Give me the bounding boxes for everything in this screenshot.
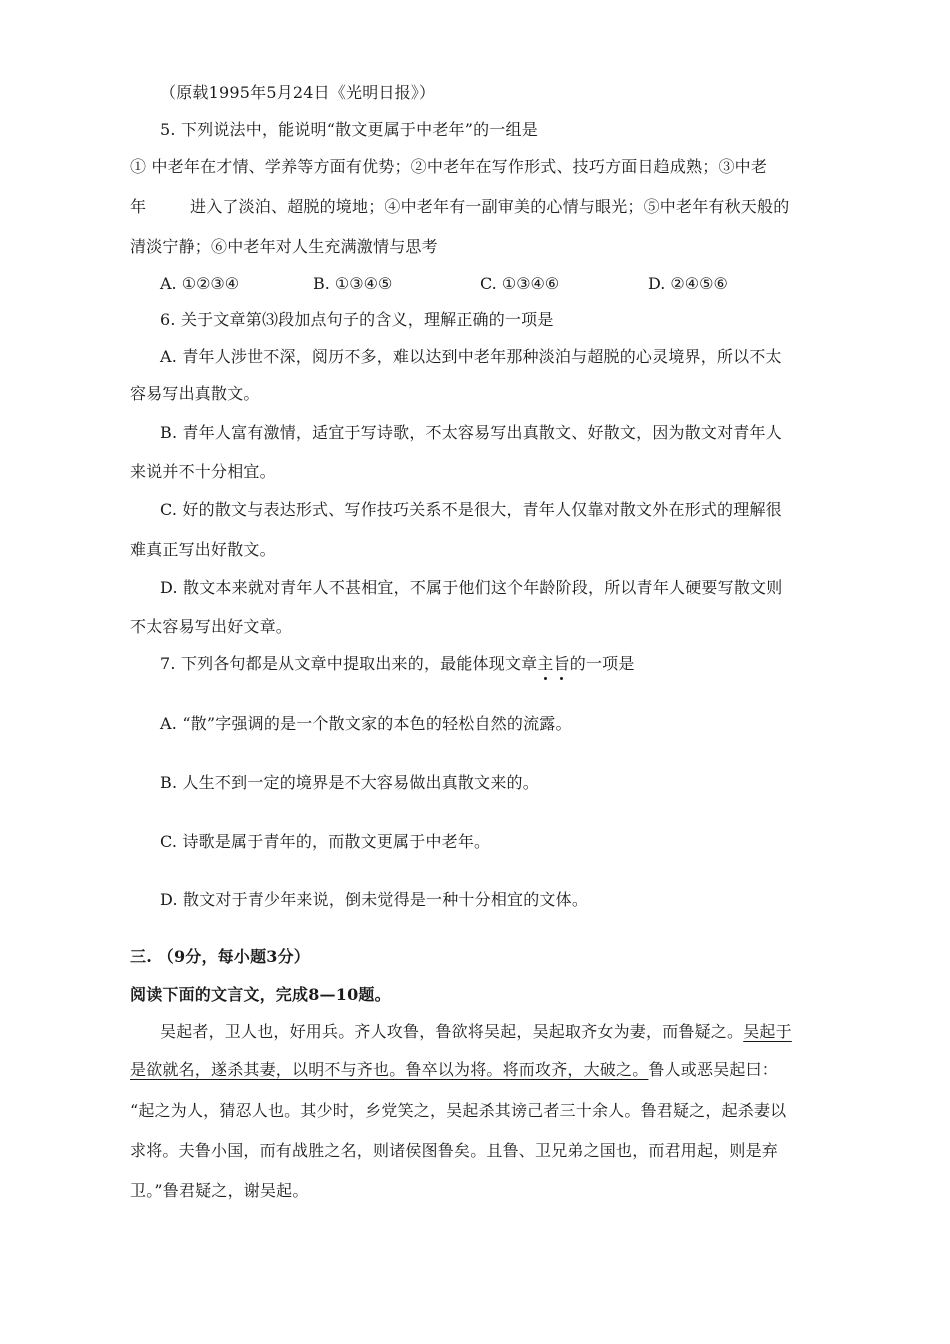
passage-line-4: 求将。夫鲁小国，而有战胜之名，则诸侯图鲁矣。且鲁、卫兄弟之国也，而君用起，则是弃 <box>130 1141 779 1160</box>
question-6-option-b-line-2: 来说并不十分相宜。 <box>130 462 276 481</box>
source-note: （原载1995年5月24日《光明日报》） <box>160 83 436 102</box>
question-5-stem: 5. 下列说法中，能说明“散文更属于中老年”的一组是 <box>160 120 538 139</box>
question-5-statements-line-3: 清淡宁静；⑥中老年对人生充满激情与思考 <box>130 237 438 256</box>
question-5-statements-line-2b: 进入了淡泊、超脱的境地；④中老年有一副审美的心情与眼光；⑤中老年有秋天般的 <box>190 197 790 216</box>
passage-line-2 <box>130 1060 778 1080</box>
emphasis-dot-char: 旨 <box>553 654 570 673</box>
section-3-instruction: 阅读下面的文言文，完成8—10题。 <box>130 985 391 1004</box>
question-7-option-d: D. 散文对于青少年来说，倒未觉得是一种十分相宜的文体。 <box>160 890 589 909</box>
question-5-statements-line-1: ① 中老年在才情、学养等方面有优势；②中老年在写作形式、技巧方面日趋成熟；③中老 <box>130 157 768 176</box>
question-5-option-c: C. ①③④⑥ <box>480 274 560 293</box>
question-7-option-c: C. 诗歌是属于青年的，而散文更属于中老年。 <box>160 832 491 851</box>
question-6-option-d-line-1: D. 散文本来就对青年人不甚相宜，不属于他们这个年龄阶段，所以青年人硬要写散文则 <box>160 578 783 597</box>
emphasis-dot-char: 主 <box>537 654 554 673</box>
question-5-statements-line-2a: 年 <box>130 197 147 216</box>
question-6-option-c-line-2: 难真正写出好散文。 <box>130 540 276 559</box>
question-7-stem <box>160 654 635 674</box>
passage-line-5: 卫。”鲁君疑之，谢吴起。 <box>130 1181 309 1200</box>
passage-text: 吴起者，卫人也，好用兵。齐人攻鲁，鲁欲将吴起，吴起取齐女为妻，而鲁疑之。 <box>160 1022 744 1041</box>
question-7-option-a: A. “散”字强调的是一个散文家的本色的轻松自然的流露。 <box>160 714 572 733</box>
passage-line-3: “起之为人，猜忍人也。其少时，乡党笑之，吴起杀其谤己者三十余人。鲁君疑之，起杀妻以 <box>130 1101 787 1120</box>
question-6-option-c-line-1: C. 好的散文与表达形式、写作技巧关系不是很大，青年人仅靠对散文外在形式的理解很 <box>160 500 782 519</box>
section-3-heading: 三. （9分，每小题3分） <box>130 947 311 966</box>
question-6-option-a-line-2: 容易写出真散文。 <box>130 384 260 403</box>
passage-line-1 <box>160 1022 792 1042</box>
question-5-option-a: A. ①②③④ <box>160 274 240 293</box>
question-6-option-a-line-1: A. 青年人涉世不深，阅历不多，难以达到中老年那种淡泊与超脱的心灵境界，所以不太 <box>160 347 782 366</box>
question-6-option-d-line-2: 不太容易写出好文章。 <box>130 617 293 636</box>
question-5-option-b: B. ①③④⑤ <box>313 274 393 293</box>
underlined-passage-text: 吴起于 <box>743 1022 792 1041</box>
question-7-option-b: B. 人生不到一定的境界是不大容易做出真散文来的。 <box>160 773 539 792</box>
underlined-passage-text: 是欲就名，遂杀其妻，以明不与齐也。鲁卒以为将。将而攻齐，大破之。 <box>130 1060 649 1079</box>
question-6-stem: 6. 关于文章第⑶段加点句子的含义，理解正确的一项是 <box>160 310 554 329</box>
question-7-stem-end: 的一项是 <box>569 654 635 673</box>
question-6-option-b-line-1: B. 青年人富有激情，适宜于写诗歌，不太容易写出真散文、好散文，因为散文对青年人 <box>160 423 782 442</box>
question-7-stem-text: 7. 下列各句都是从文章中提取出来的，最能体现文章 <box>160 654 538 673</box>
question-5-option-d: D. ②④⑤⑥ <box>648 274 728 293</box>
passage-text: 鲁人或恶吴起曰： <box>648 1060 779 1079</box>
